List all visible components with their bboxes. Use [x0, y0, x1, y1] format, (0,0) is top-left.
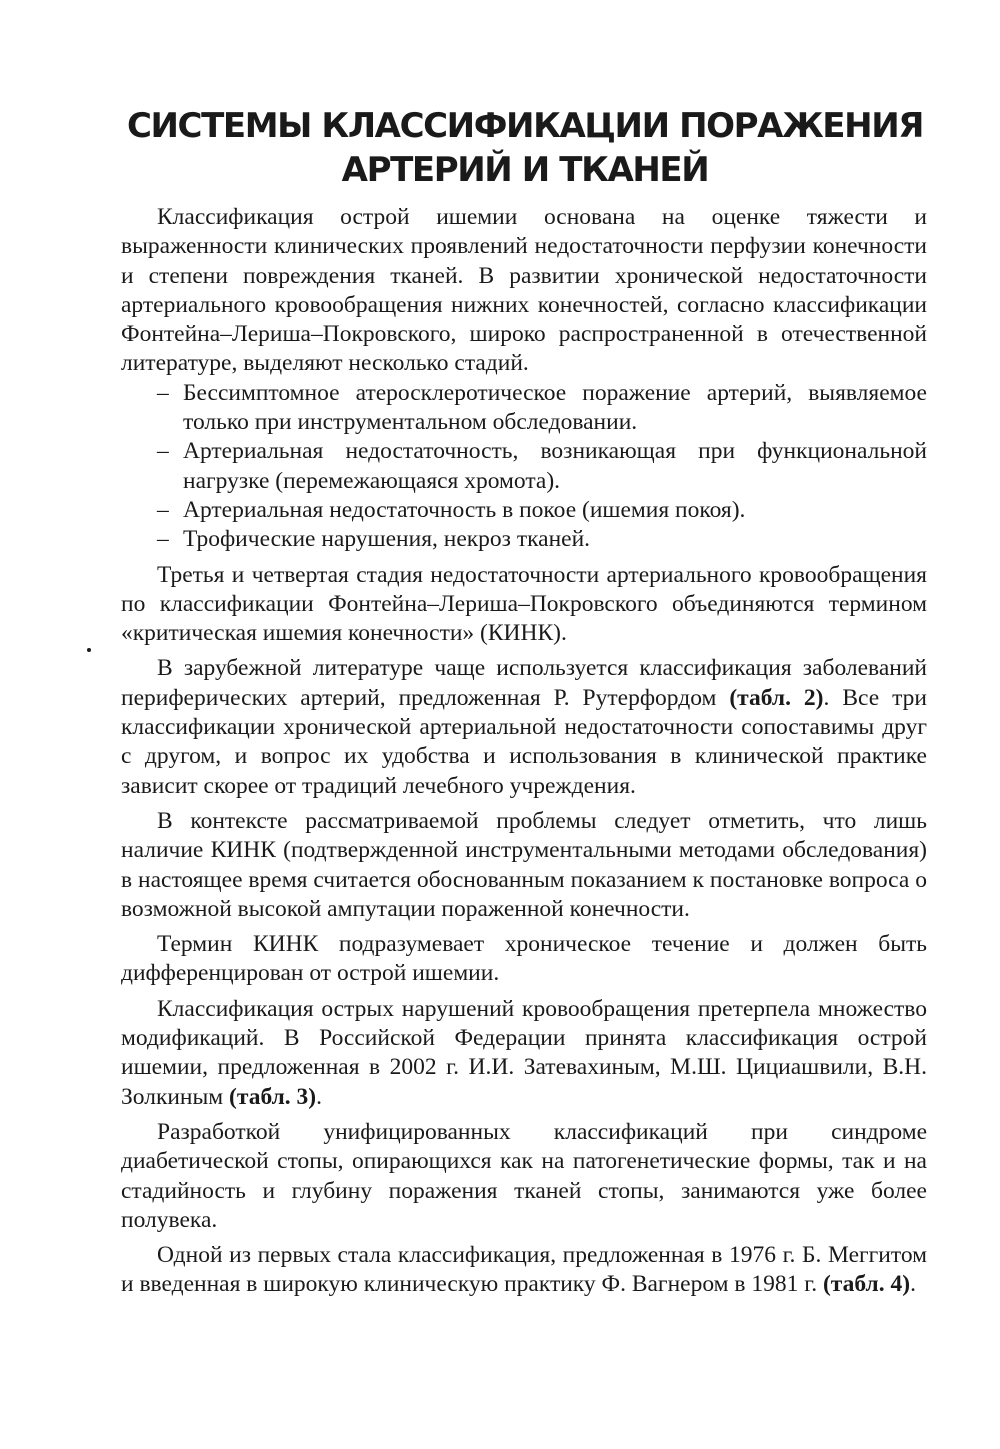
page-title-line-2: АРТЕРИЙ И ТКАНЕЙ — [341, 150, 709, 190]
paragraph-acute-text: Классификация острых нарушений кровообращения претерпела множество модификаций. В Российской Федерации принята классификация острой ишемии, предложенная в 2002 г. И.И. Затевахиным, М.Ш. Цициашвили, В.Н. Золкиным — [121, 995, 927, 1110]
paragraph-foreign — [121, 654, 927, 800]
document-body — [121, 203, 927, 1306]
page-title — [120, 104, 930, 192]
scan-speck — [87, 648, 91, 652]
list-item — [121, 437, 927, 496]
paragraph-foreign-after: . Все три классификации хронической артериальной недостаточности сопоставимы друг с другом, и вопрос их удобства и использования в клинической практике зависит скорее от традиций лечебного учреждения. — [121, 684, 927, 799]
list-item — [121, 496, 927, 525]
paragraph-foreign-text: В зарубежной литературе чаще используется классификация заболеваний периферических артерий, предложенная Р. Рутерфордом — [121, 655, 927, 711]
paragraph-wagner — [121, 1241, 927, 1300]
stage-text: Трофические нарушения, некроз тканей. — [183, 526, 591, 553]
paragraph-term: Термин КИНК подразумевает хроническое течение и должен быть дифференцирован от острой ишемии. — [121, 931, 927, 987]
stage-text: Артериальная недостаточность, возникающая при функциональной нагрузке (перемежающаяся хромота). — [183, 438, 927, 494]
stage-text: Бессимптомное атеросклеротическое поражение артерий, выявляемое только при инструментальном обследовании. — [183, 379, 927, 436]
paragraph-kink: Третья и четвертая стадия недостаточности артериального кровообращения по классификации Фонтейна–Лериша–Покровского объединяются термином «критическая ишемия конечности» (КИНК). — [121, 561, 927, 647]
paragraph-intro: Классификация острой ишемии основана на оценке тяжести и выраженности клинических проявлений недостаточности перфузии конечности и степени повреждения тканей. В развитии хронической недостаточности артериального кровообращения нижних конечностей, согласно классификации Фонтейна–Лериша–Покровского, широко распространенной в отечественной литературе, выделяют несколько стадий. — [121, 204, 927, 377]
list-dash: – — [157, 496, 169, 523]
paragraph-acute-after: . — [316, 1083, 323, 1110]
list-dash: – — [157, 379, 169, 406]
page-title-line-1: СИСТЕМЫ КЛАССИФИКАЦИИ ПОРАЖЕНИЯ — [126, 106, 924, 146]
table-2-reference: (табл. 2) — [729, 684, 824, 711]
paragraph-diabetic: Разработкой унифицированных классификаций при синдроме диабетической стопы, опирающихся как на патогенетические формы, так и на стадийность и глубину поражения тканей стопы, занимаются уже более полувека. — [121, 1118, 927, 1233]
list-dash: – — [157, 526, 169, 553]
list-item — [121, 525, 927, 554]
stages-list — [121, 379, 927, 555]
paragraph-acute — [121, 995, 927, 1112]
list-dash: – — [157, 438, 169, 465]
table-3-reference: (табл. 3) — [229, 1083, 317, 1110]
table-4-reference: (табл. 4) — [822, 1271, 911, 1298]
list-item — [121, 379, 927, 438]
paragraph-wagner-after: . — [910, 1271, 916, 1298]
paragraph-wagner-text: Одной из первых стала классификация, предложенная в 1976 г. Б. Меггитом и введенная в широкую клиническую практику Ф. Вагнером в 1981 г. — [121, 1242, 927, 1298]
paragraph-context: В контексте рассматриваемой проблемы следует отметить, что лишь наличие КИНК (подтвержденной инструментальными методами обследования) в настоящее время считается обоснованным показанием к постановке вопроса о возможной высокой ампутации пораженной конечности. — [121, 807, 927, 922]
stage-text: Артериальная недостаточность в покое (ишемия покоя). — [183, 496, 746, 523]
